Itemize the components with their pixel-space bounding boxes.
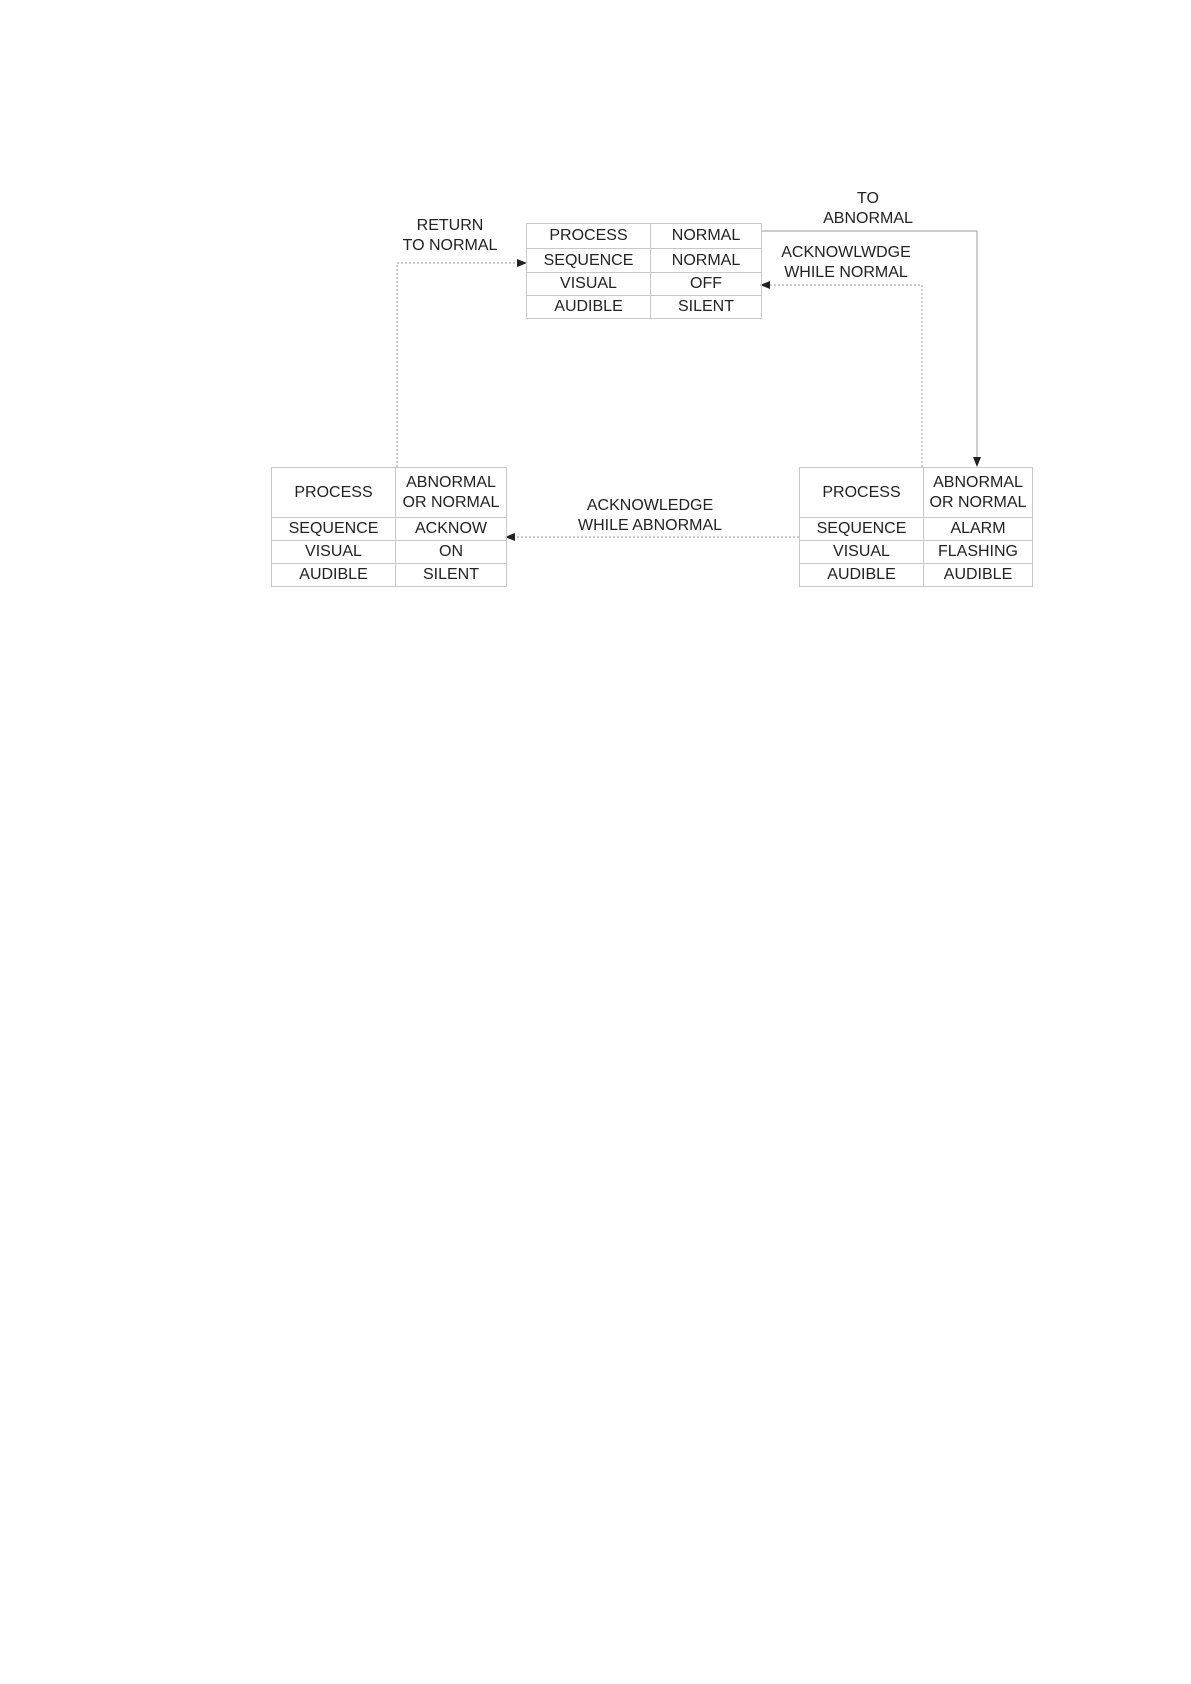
state-value-cell: OFF xyxy=(651,273,762,296)
table-row xyxy=(800,541,1033,564)
state-value-cell: AUDIBLE xyxy=(924,564,1033,587)
state-key-cell: AUDIBLE xyxy=(527,296,651,319)
state-value-cell: ABNORMAL OR NORMAL xyxy=(396,468,507,518)
state-key-cell: VISUAL xyxy=(800,541,924,564)
alarm-state-table xyxy=(799,467,1033,587)
state-key-cell: AUDIBLE xyxy=(272,564,396,587)
state-key-cell: PROCESS xyxy=(272,468,396,518)
acknowledge-while-abnormal-label: ACKNOWLEDGE WHILE ABNORMAL xyxy=(577,497,723,534)
table-row xyxy=(800,564,1033,587)
table-row xyxy=(272,564,507,587)
state-key-cell: PROCESS xyxy=(800,468,924,518)
state-value-cell: ALARM xyxy=(924,518,1033,541)
normal-state-table xyxy=(526,223,762,319)
table-row xyxy=(800,518,1033,541)
acknowledge-while-normal-label: ACKNOWLWDGE WHILE NORMAL xyxy=(781,244,911,281)
return-to-normal-connector xyxy=(397,263,526,467)
acknowledged-state-table xyxy=(271,467,507,587)
table-row xyxy=(272,518,507,541)
state-value-cell: ACKNOW xyxy=(396,518,507,541)
acknowledge-while-normal-connector xyxy=(761,285,922,467)
state-key-cell: SEQUENCE xyxy=(527,249,651,273)
state-value-cell: NORMAL xyxy=(651,224,762,249)
state-key-cell: VISUAL xyxy=(272,541,396,564)
table-row xyxy=(527,296,762,319)
state-value-cell: NORMAL xyxy=(651,249,762,273)
state-value-cell: FLASHING xyxy=(924,541,1033,564)
state-key-cell: SEQUENCE xyxy=(272,518,396,541)
state-key-cell: PROCESS xyxy=(527,224,651,249)
state-key-cell: SEQUENCE xyxy=(800,518,924,541)
state-value-cell: SILENT xyxy=(651,296,762,319)
state-value-cell: ABNORMAL OR NORMAL xyxy=(924,468,1033,518)
state-value-cell: ON xyxy=(396,541,507,564)
table-row xyxy=(800,468,1033,518)
table-row xyxy=(272,468,507,518)
table-row xyxy=(527,273,762,296)
state-key-cell: VISUAL xyxy=(527,273,651,296)
to-abnormal-label: TO ABNORMAL xyxy=(823,190,913,227)
return-to-normal-label: RETURN TO NORMAL xyxy=(402,217,498,254)
state-value-cell: SILENT xyxy=(396,564,507,587)
state-key-cell: AUDIBLE xyxy=(800,564,924,587)
table-row xyxy=(272,541,507,564)
table-row xyxy=(527,224,762,249)
table-row xyxy=(527,249,762,273)
